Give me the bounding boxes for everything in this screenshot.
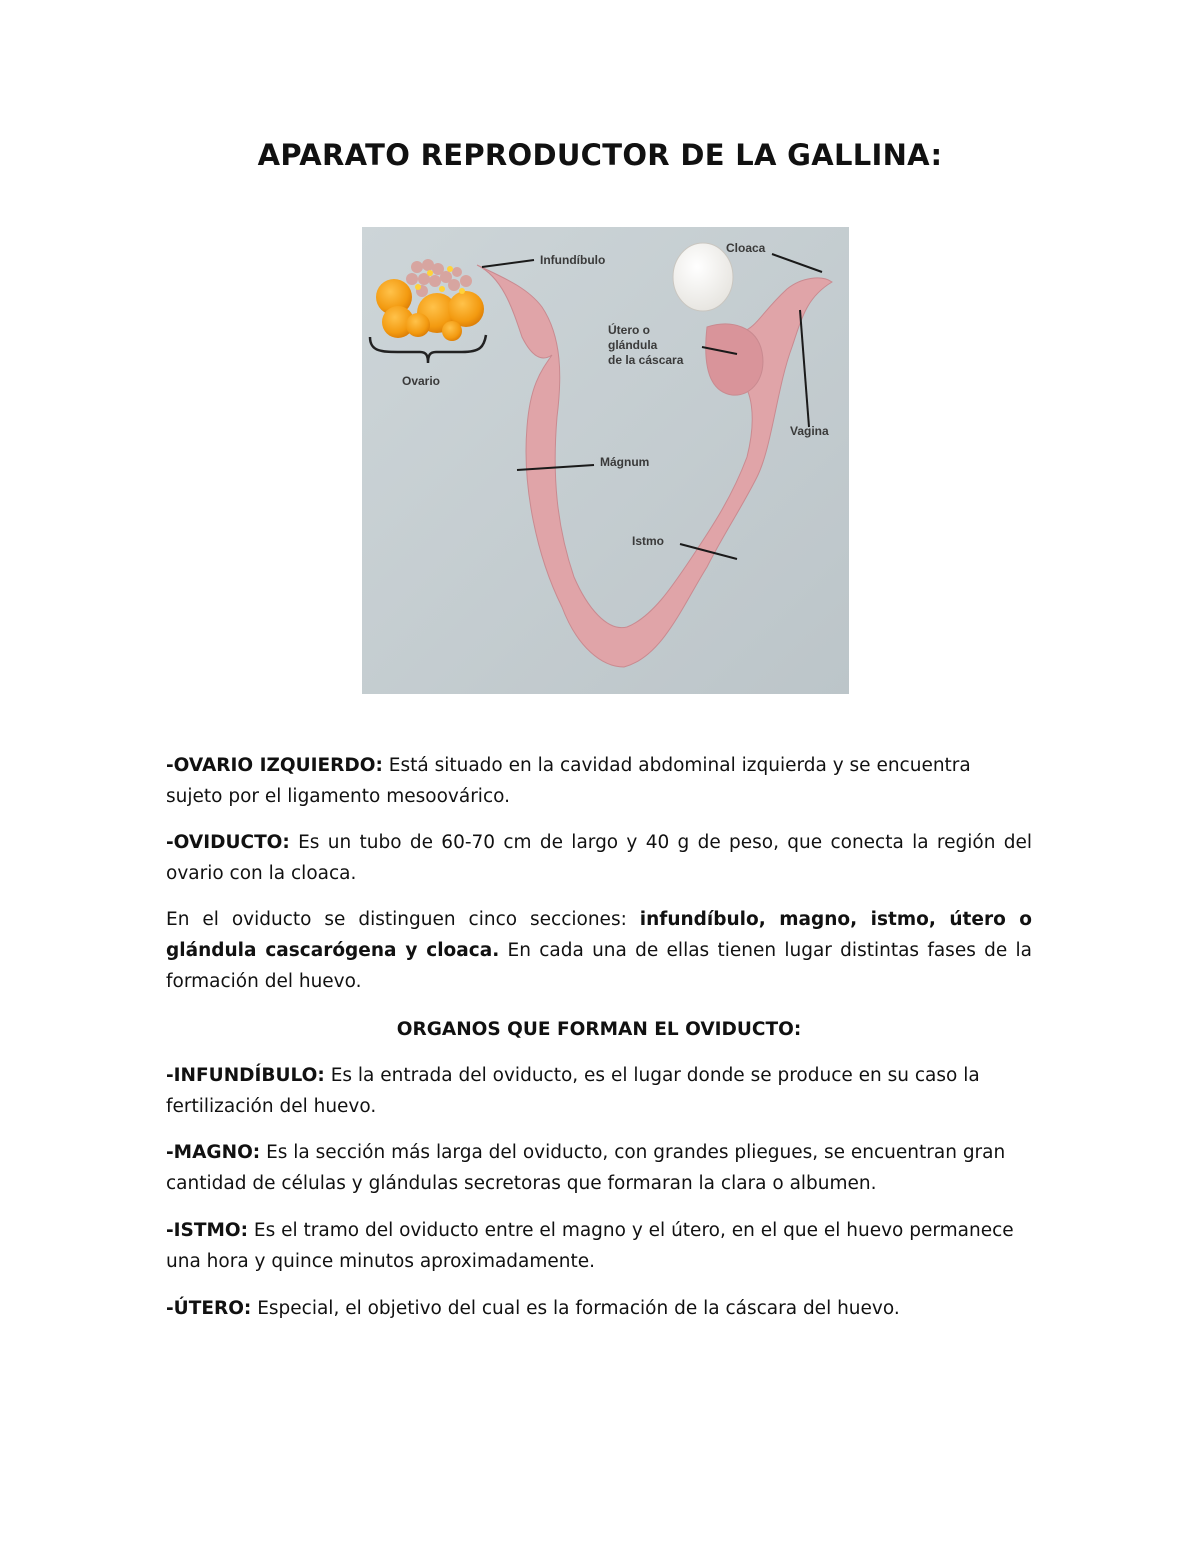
term-magno: -MAGNO: [166, 1142, 261, 1163]
label-ovario: Ovario [402, 374, 441, 388]
label-cloaca: Cloaca [726, 241, 766, 255]
label-utero-2: glándula [608, 338, 658, 352]
desc-istmo: Es el tramo del oviducto entre el magno y el útero, en el que el huevo permanece una hora y quince minutos aproximadamente. [166, 1220, 1014, 1272]
paragraph-utero [166, 1293, 1032, 1324]
label-utero-3: de la cáscara [608, 353, 684, 367]
term-istmo: -ISTMO: [166, 1220, 249, 1241]
paragraph-magno [166, 1137, 1032, 1199]
label-istmo: Istmo [632, 534, 665, 548]
label-vagina: Vagina [790, 424, 829, 438]
label-infundibulo: Infundíbulo [540, 253, 606, 267]
section-heading: ORGANOS QUE FORMAN EL OVIDUCTO: [396, 1019, 802, 1040]
page-title: APARATO REPRODUCTOR DE LA GALLINA: [257, 138, 943, 172]
secciones-rest: En cada una de ellas tienen lugar distintas fases de la formación del huevo. [166, 940, 1033, 992]
term-oviducto: -OVIDUCTO: [166, 832, 290, 853]
secciones-list: infundíbulo, magno, istmo, útero o glándula cascarógena y cloaca. [166, 909, 1033, 961]
term-ovario: -OVARIO IZQUIERDO: [166, 755, 383, 776]
secciones-intro: En el oviducto se distinguen cinco secciones: [166, 909, 640, 930]
desc-oviducto: Es un tubo de 60-70 cm de largo y 40 g de peso, que conecta la región del ovario con la cloaca. [166, 832, 1032, 884]
desc-ovario: Está situado en la cavidad abdominal izquierda y se encuentra sujeto por el ligamento mesoovárico. [166, 755, 971, 807]
paragraph-ovario [166, 750, 1032, 812]
desc-magno: Es la sección más larga del oviducto, con grandes pliegues, se encuentran gran cantidad de células y glándulas secretoras que formaran la clara o albumen. [166, 1142, 1006, 1194]
term-utero: -ÚTERO: [166, 1298, 252, 1319]
desc-utero: Especial, el objetivo del cual es la formación de la cáscara del huevo. [251, 1298, 900, 1319]
label-magnum: Mágnum [600, 455, 650, 469]
paragraph-oviducto [166, 827, 1032, 889]
paragraph-secciones [166, 904, 1032, 997]
paragraph-infundibulo [166, 1060, 1032, 1122]
term-infundibulo: -INFUNDÍBULO: [166, 1065, 325, 1086]
egg-illustration [673, 243, 733, 311]
desc-infundibulo: Es la entrada del oviducto, es el lugar donde se produce en su caso la fertilización del huevo. [166, 1065, 980, 1117]
paragraph-istmo [166, 1215, 1032, 1277]
label-utero-1: Útero o [608, 323, 650, 337]
oviduct-photo [362, 227, 849, 694]
